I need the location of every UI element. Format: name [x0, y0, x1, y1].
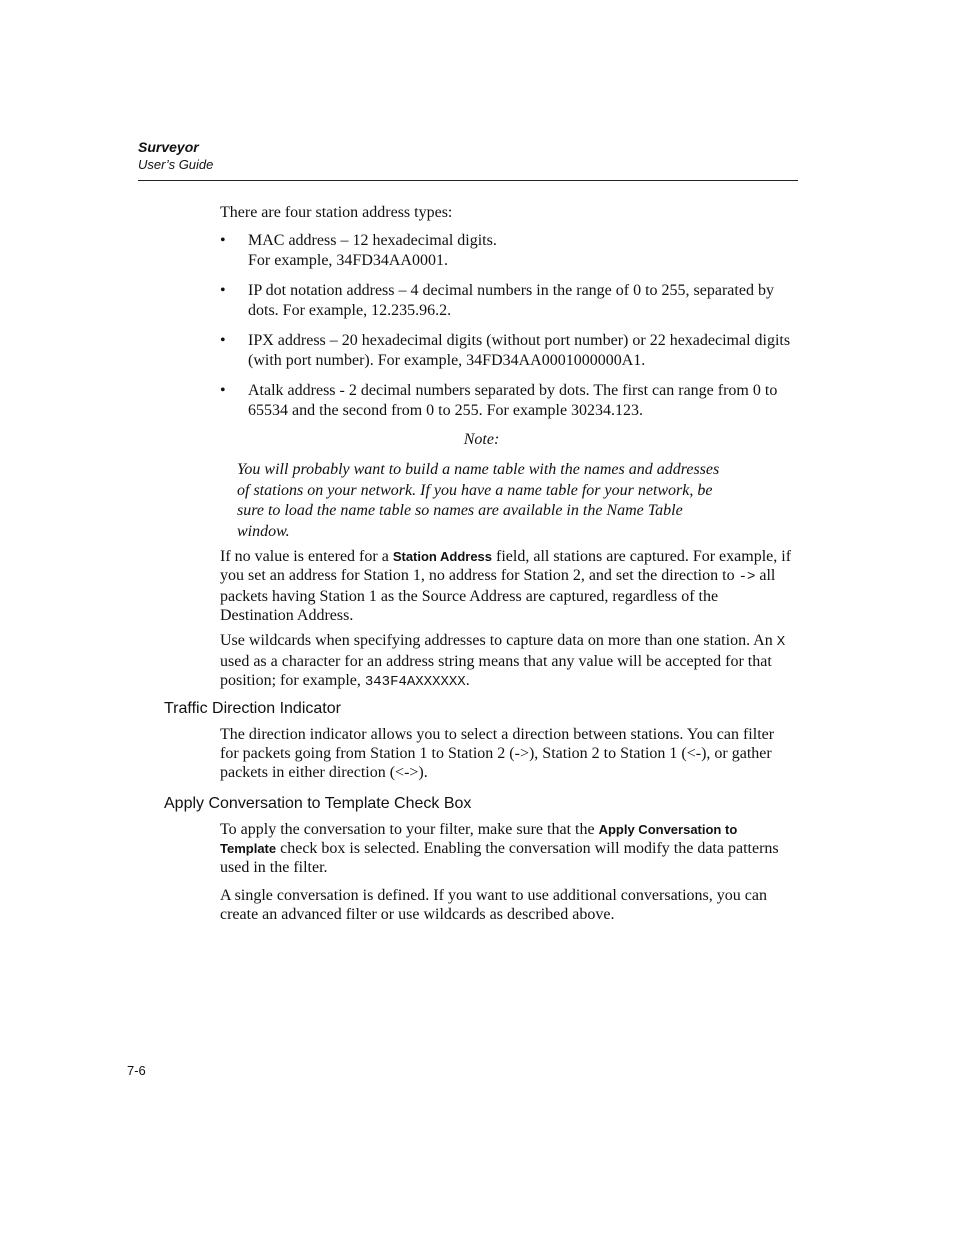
ui-label-station-address: Station Address — [392, 549, 493, 564]
note-label: Note: — [463, 431, 500, 448]
paragraph-wildcards — [220, 631, 795, 692]
bullet-item-ipx — [220, 331, 795, 371]
code-x: X — [776, 634, 786, 650]
section-heading-apply-conversation: Apply Conversation to Template Check Box — [164, 795, 472, 812]
bullet-text: Atalk address - 2 decimal numbers separated by dots. The first can range from 0 to 65534 and the second from 0 to 255. For example 30234.123. — [248, 382, 778, 419]
code-direction: -> — [738, 569, 756, 585]
bullet-text: IP dot notation address – 4 decimal numbers in the range of 0 to 255, separated by dots. For example, 12.235.96.2. — [248, 282, 774, 319]
header-title: Surveyor — [138, 139, 199, 155]
header-rule — [138, 180, 798, 181]
intro-paragraph: There are four station address types: — [220, 204, 453, 221]
section-heading-traffic-direction: Traffic Direction Indicator — [164, 700, 341, 717]
code-example-address: 343F4AXXXXXX — [364, 674, 466, 690]
bullet-text: IPX address – 20 hexadecimal digits (without port number) or 22 hexadecimal digits (with port number). For example, 34FD34AA0001000000A1. — [248, 332, 791, 369]
paragraph-apply-conversation — [220, 820, 795, 877]
page-number: 7-6 — [127, 1063, 146, 1078]
bullet-symbol: • — [220, 282, 226, 299]
bullet-text-line2: For example, 34FD34AA0001. — [248, 252, 448, 269]
bullet-item-atalk — [220, 381, 795, 421]
text-run: . — [465, 672, 470, 689]
paragraph-no-value — [220, 547, 795, 625]
running-header — [138, 138, 798, 173]
text-run: used as a character for an address string means that any value will be accepted for that position; for example, — [220, 653, 772, 689]
paragraph-single-conversation: A single conversation is defined. If you want to use additional conversations, you can create an advanced filter or use wildcards as described above. — [220, 887, 767, 923]
paragraph-direction-indicator: The direction indicator allows you to select a direction between stations. You can filter for packets going from Station 1 to Station 2 (->), Station 2 to Station 1 (<-), or gather packets in either direction (<->). — [220, 726, 775, 781]
ui-label-apply-conversation: Apply Conversation to Template — [220, 822, 738, 856]
text-run: Use wildcards when specifying addresses to capture data on more than one station. An — [220, 632, 777, 649]
bullet-item-mac — [220, 231, 795, 271]
text-run: field, all stations are captured. For example, if you set an address for Station 1, no address for Station 2, and set the direction to — [220, 548, 792, 584]
bullet-item-ip — [220, 281, 795, 321]
text-run: To apply the conversation to your filter, make sure that the — [220, 821, 599, 838]
text-run: If no value is entered for a — [220, 548, 393, 565]
note-text: You will probably want to build a name table with the names and addresses of stations on your network. If you have a name table for your network, be sure to load the name table so names are available in the Name Table window. — [237, 461, 720, 540]
bullet-text-line1: MAC address – 12 hexadecimal digits. — [248, 232, 497, 249]
header-subtitle: User’s Guide — [138, 157, 214, 172]
text-run: all packets having Station 1 as the Source Address are captured, regardless of the Destination Address. — [220, 567, 776, 624]
text-run: check box is selected. Enabling the conversation will modify the data patterns used in the filter. — [220, 840, 779, 876]
bullet-symbol: • — [220, 382, 226, 399]
bullet-symbol: • — [220, 232, 226, 249]
bullet-symbol: • — [220, 332, 226, 349]
